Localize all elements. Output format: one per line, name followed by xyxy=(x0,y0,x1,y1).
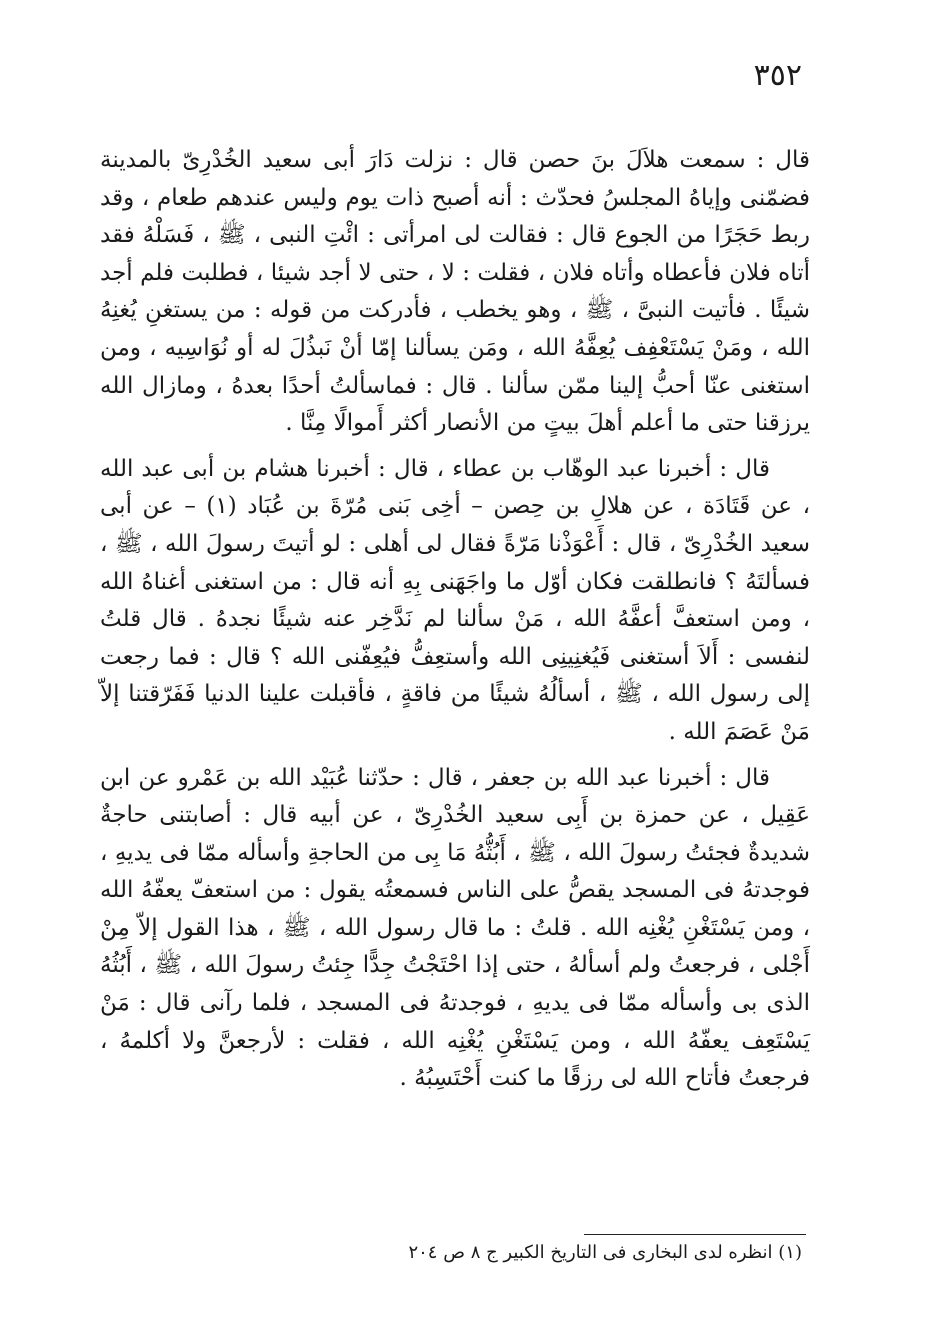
paragraph-1: قال : سمعت هلاَلَ بنَ حصن قال : نزلت دَارَ أبى سعيد الخُدْرِىّ بالمدينة فضمّنى وإياهُ المجلسُ فحدّث : أنه أصبح ذات يوم وليس عندهم طعام ، وقد ربط حَجَرًا من الجوع قال : فقالت لى امرأتى : ائْتِ النبى ، ﷺ ، فَسَلْهُ فقد أتاه فلان فأعطاه وأتاه فلان ، فقلت : لا ، حتى لا أجد شيئا ، فطلبت فلم أجد شيئًا . فأتيت النبىَّ ، ﷺ ، وهو يخطب ، فأدركت من قوله : من يستغنِ يُغنِهُ الله ، ومَنْ يَسْتَعْفِف يُعِفَّهُ الله ، ومَن يسألنا إمّا أنْ نَبذُلَ له أو نُوَاسِيه ، ومن استغنى عنّا أحبُّ إلينا ممّن سألنا . قال : فماسألتُ أحدًا بعدهُ ، ومازال الله يرزقنا حتى ما أعلم أهلَ بيتٍ من الأنصار أكثر أَموالًا مِنَّا . xyxy=(100,147,810,437)
page-body xyxy=(100,142,810,1106)
footnote-divider xyxy=(584,1234,806,1235)
paragraph-2: قال : أخبرنا عبد الوهّاب بن عطاء ، قال : أخبرنا هشام بن أبى عبد الله ، عن قَتَادَة ، عن هلالِ بن حِصن – أخِى بَنى مُرّةَ بن عُبَاد (١) – عن أبى سعيد الخُدْرِىّ ، قال : أَعْوَذْنا مَرّةً فقال لى أهلى : لو أتيتَ رسولَ الله ، ﷺ ، فسألتَهُ ؟ فانطلقت فكان أوّل ما واجَهَنى بِهِ أنه قال : من استغنى أغناهُ الله ، ومن استعفَّ أعفَّهُ الله ، مَنْ سألنا لم نَدَّخِر عنه شيئًا نجدهُ . قال قلتُ لنفسى : أَلاَ أستغنى فَيُغنِينِى الله وأستعِفُّ فيُعِفّنى الله ؟ قال : فما رجعت إلى رسول الله ، ﷺ ، أسألُهُ شيئًا من فاقةٍ ، فأقبلت علينا الدنيا فَفَرّقتنا إلاّ مَنْ عَصَمَ الله . xyxy=(100,455,810,745)
paragraph-3: قال : أخبرنا عبد الله بن جعفر ، قال : حدّثنا عُبَيْد الله بن عَمْرو عن ابن عَقِيل ، عن حمزة بن أَبِى سعيد الخُدْرِىّ ، عن أبيه قال : أصابتنى حاجةٌ شديدةٌ فجئتُ رسولَ الله ، ﷺ ، أَبُثُّهُ مَا بِى من الحاجةِ وأسأله ممّا فى يديهِ ، فوجدتهُ فى المسجد يقصُّ على الناس فسمعتُه يقول : من استعفّ يعفّهُ الله ، ومن يَسْتَغْنِ يُغْنِه الله . قلتُ : ما قال رسول الله ، ﷺ ، هذا القول إلاّ مِنْ أَجْلى ، فرجعتُ ولم أسألهُ ، حتى إذا احْتَجْتُ جِدًّا جِئتُ رسولَ الله ، ﷺ ، أَبُثُهُ الذى بى وأسأله ممّا فى يديهِ ، فوجدتهُ فى المسجد ، فلما رآنى قال : مَنْ يَسْتَعِف يعفّهُ الله ، ومن يَسْتَغْنِ يُغْنِه الله ، فقلت : لأرجعنَّ ولا أكلمهُ ، فرجعتُ فأتاح الله لى رزقًا ما كنت أَحْتَسِبُهُ . xyxy=(100,764,810,1092)
page-number: ٣٥٢ xyxy=(753,58,802,93)
footnote: (١) انظره لدى البخارى فى التاريخ الكبير ج ٨ ص ٢٠٤ xyxy=(408,1242,802,1263)
